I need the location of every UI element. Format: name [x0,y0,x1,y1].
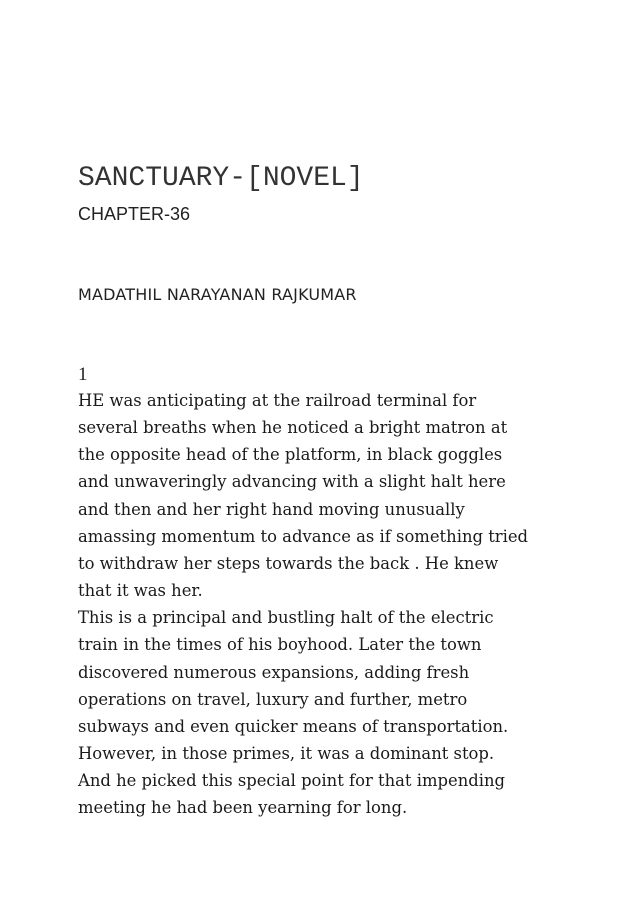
author-name: MADATHIL NARAYANAN RAJKUMAR [78,285,357,304]
body-line: And he picked this special point for that impending [78,771,506,791]
novel-title: SANCTUARY-[NOVEL] [78,163,364,194]
body-line: subways and even quicker means of transportation. [78,716,509,736]
body-text [78,387,578,822]
body-line: that it was her. [78,581,203,601]
body-line: amassing momentum to advance as if something tried [78,526,529,546]
body-line: and then and her right hand moving unusually [78,499,465,519]
section-number: 1 [78,364,88,385]
body-line: and unwaveringly advancing with a slight halt here [78,472,506,492]
body-line: several breaths when he noticed a bright matron at [78,418,508,438]
body-line: HE was anticipating at the railroad terminal for [78,391,477,410]
body-line: discovered numerous expansions, adding fresh [78,662,470,682]
body-line: to withdraw her steps towards the back . He knew [78,553,499,573]
body-line: This is a principal and bustling halt of the electric [78,608,494,628]
body-line: However, in those primes, it was a dominant stop. [78,744,495,764]
chapter-heading: CHAPTER-36 [78,204,191,224]
body-line: the opposite head of the platform, in black goggles [78,445,503,465]
body-line: meeting he had been yearning for long. [78,798,408,818]
body-line: operations on travel, luxury and further, metro [78,689,468,709]
body-line: train in the times of his boyhood. Later the town [78,635,482,655]
